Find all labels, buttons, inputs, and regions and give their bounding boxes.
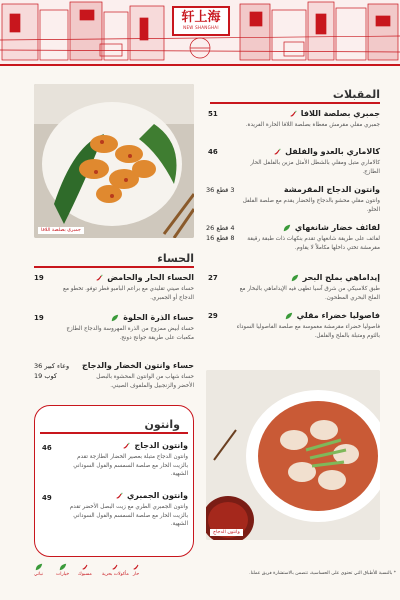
item-price-line (206, 234, 234, 242)
item-name: الحساء الحار والحامض (107, 273, 194, 282)
legend-label: خيارات (56, 572, 70, 577)
wonton-rule (40, 432, 188, 434)
menu-item (236, 146, 380, 176)
menu-item (64, 440, 188, 479)
photo-caption: وانتون الدجاج (210, 529, 243, 536)
item-name: وانتون الجمبري (126, 491, 188, 500)
item-price: 36 (206, 186, 215, 194)
item-price-line (34, 362, 69, 370)
item-description: وانتون الجمبري الطري مع زيت البصل الأخضر تقدم بالزيت الحار مع صلصة السمسم والفول السوداني الشهية. (69, 504, 188, 527)
chili-icon (289, 110, 297, 118)
item-qty: وعاء كبير (44, 362, 70, 370)
legend-item (34, 563, 43, 577)
chili-icon (81, 563, 89, 571)
item-qty: 8 قطع (216, 234, 235, 242)
item-description: وانتون الدجاج متبلة بعصير الخضار الطازجة تقدم بالزيت الحار مع صلصة السمسم والفول السوداني الشهية. (73, 454, 188, 477)
item-price: 46 (208, 148, 218, 156)
item-price: 36 (34, 362, 43, 370)
item-name: وانتون الدجاج المقرمشة (283, 185, 380, 194)
item-price-line (206, 224, 234, 232)
leaf-icon (291, 274, 299, 282)
legend-item (132, 563, 140, 577)
logo-sub-text: NEW SHANGHAI (183, 25, 219, 30)
leaf-icon (285, 312, 293, 320)
legend-label: مأكولات بحرية (102, 572, 129, 577)
item-description: حساء شهاب من الوانتون المحشوة بالبصل الأخضر والزنجبيل والملفوف الصيني. (96, 374, 194, 389)
wonton-dish-image (206, 370, 380, 540)
menu-item (236, 108, 380, 130)
menu-item (60, 272, 194, 302)
item-name: إيداماهي بملح البحر (302, 273, 380, 282)
item-description: جمبري مقلي مقرمش مغطاة بصلصة اللافا الحارة الفريدة. (245, 122, 380, 128)
chili-icon (115, 492, 123, 500)
item-price-line (34, 372, 57, 380)
leaf-icon (283, 224, 291, 232)
header-illustration (0, 0, 400, 66)
item-qty: 4 قطع (216, 224, 235, 232)
soup-title: الحساء (157, 252, 194, 265)
logo-main-text: 轩上海 (181, 10, 221, 25)
item-name: كالاماري بالعدو والفلفل (285, 147, 380, 156)
item-qty: كوب (44, 372, 57, 380)
item-description: كالاماري متبل ومقلي بالشطل الأمثل مزين بالفلفل الحار الطازج. (250, 160, 380, 175)
wonton-title: وانتون (144, 418, 180, 431)
leaf-icon (59, 563, 67, 571)
item-description: حساء صيني تقليدي مع براعم البامبو فطر توفو. تخطو مع الدجاج أو الجمبري. (62, 286, 194, 301)
item-name: لفائف خضار شانغهاي (294, 223, 380, 232)
legend-label: حار (132, 572, 140, 577)
item-price: 16 (206, 234, 215, 242)
legend-label: مسبوك (78, 572, 92, 577)
menu-item (236, 222, 380, 252)
leaf-icon (35, 563, 43, 571)
menu-item (236, 310, 380, 340)
leaf-icon (111, 314, 119, 322)
item-price-line (206, 186, 234, 194)
menu-item (64, 490, 188, 529)
chili-icon (273, 148, 281, 156)
item-name: حساء وانتون الخضار والدجاج (81, 361, 194, 370)
item-price: 19 (34, 314, 44, 322)
menu-item (60, 312, 194, 342)
legend-item (78, 563, 92, 577)
chili-icon (111, 563, 119, 571)
item-price: 26 (206, 224, 215, 232)
allergy-footnote: * بالنسبة للأطباق التي تحتوي على الحساسية، تتضمن بالاستشارة فريق عملنا. (249, 571, 396, 576)
legend-label: نباتي (34, 572, 43, 577)
item-qty: 3 قطع (216, 186, 235, 194)
menu-item (236, 272, 380, 302)
item-description: طبق كلاسيكي من شرق آسيا تطهى فيه الإيداماهي بالبخار مع الملح البحري المطحون. (239, 286, 380, 301)
item-name: فاصوليا خضراء مقلي (296, 311, 380, 320)
item-price: 51 (208, 110, 218, 118)
item-price: 49 (42, 494, 52, 502)
wonton-photo (206, 370, 380, 540)
legend-item (102, 563, 129, 577)
item-description: فاصوليا خضراء مقرمشة مغموسة مع صلصة الفاصوليا السوداء بالثوم ومتبلة بالملح والفلفل. (236, 324, 380, 339)
item-price: 27 (208, 274, 218, 282)
brand-logo (172, 6, 230, 36)
starters-title: المقبلات (332, 88, 380, 101)
item-description: حساء أبيض ممزوج من الذرة المهروسة والدجاج الطازج مكعبات على طريقة جوانج دونج. (66, 326, 194, 341)
item-price: 19 (34, 372, 43, 380)
shrimp-dish-image (34, 84, 194, 238)
menu-item (236, 184, 380, 214)
item-description: وانتون مقلي محشو بالدجاج والخضار يقدم مع صلصة الفلفل الحلو. (242, 198, 380, 213)
soup-rule (34, 266, 194, 268)
shrimp-photo (34, 84, 194, 238)
chili-icon (95, 274, 103, 282)
item-description: لفائف على طريقة شانغهاي تقدم بنكهات ذات طبقة رقيقة مقرمشة تختي داخلها مكاملاً لا يقاوم. (247, 236, 380, 251)
item-price: 46 (42, 444, 52, 452)
item-name: وانتون الدجاج (134, 441, 188, 450)
legend-item (56, 563, 69, 577)
starters-rule (210, 102, 380, 104)
item-name: حساء الذرة الحلوة (123, 313, 194, 322)
item-price: 29 (208, 312, 218, 320)
item-name: جمبري بصلصة اللافا (300, 109, 380, 118)
photo-caption: جمبري بصلصة اللافا (38, 227, 84, 234)
menu-item (80, 360, 194, 390)
chili-icon (132, 563, 140, 571)
chili-icon (122, 442, 130, 450)
item-price: 19 (34, 274, 44, 282)
